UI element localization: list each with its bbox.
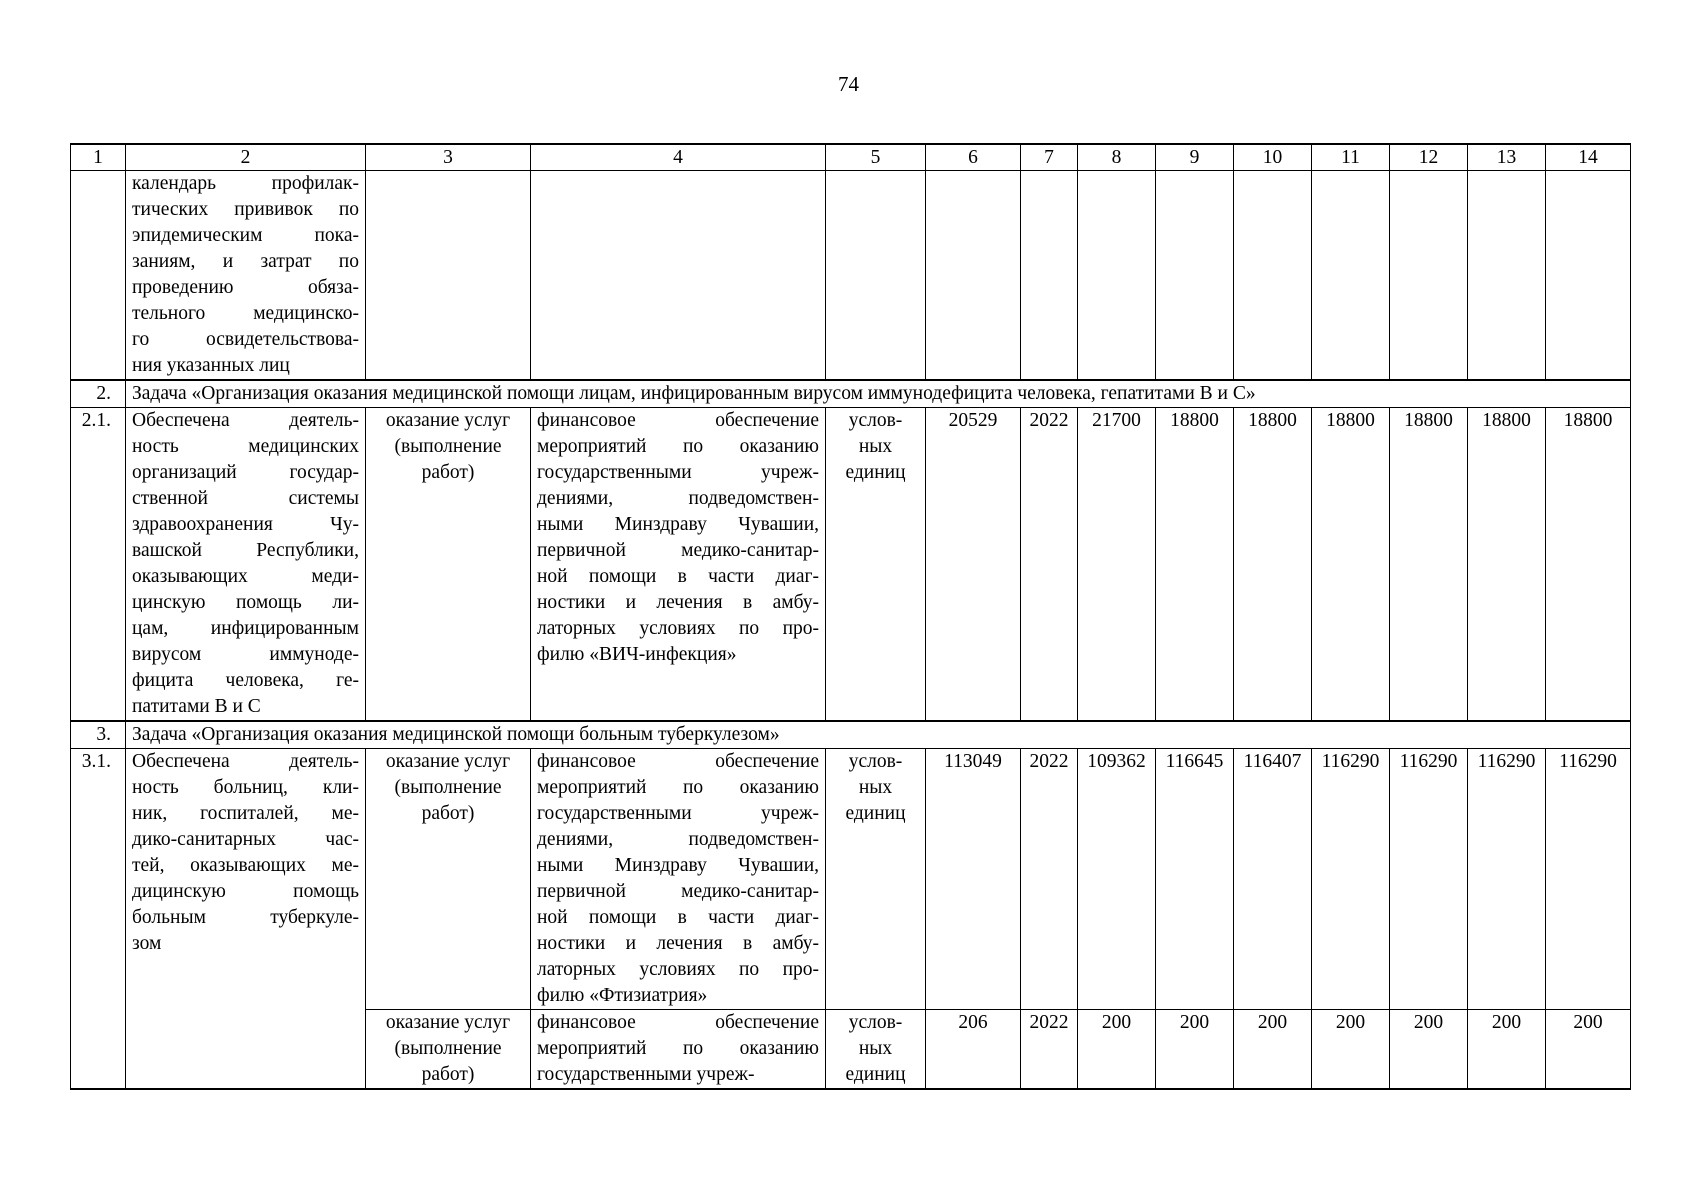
value-cell: 200 (1468, 1010, 1546, 1090)
unit (826, 408, 926, 722)
value-cell: 206 (926, 1010, 1021, 1090)
text-line: вашской Республики, (132, 540, 359, 561)
text-line: ными Минздраву Чувашии, (537, 855, 819, 876)
text-line: мероприятий по оказанию (537, 436, 819, 457)
column-number: 1 (71, 144, 126, 171)
column-number: 2 (126, 144, 366, 171)
text-line: финансовое обеспечение (537, 1012, 819, 1033)
text-line: календарь профилак- (132, 173, 359, 194)
indicator-name (531, 749, 826, 1010)
text-line: ной помощи в части диаг- (537, 907, 819, 928)
text-line: ной помощи в части диаг- (537, 566, 819, 587)
value-cell: 21700 (1078, 408, 1156, 722)
text-line: услов- (848, 751, 903, 772)
text-line: финансовое обеспечение (537, 751, 819, 772)
column-number: 13 (1468, 144, 1546, 171)
column-number: 12 (1390, 144, 1468, 171)
value-cell: 18800 (1390, 408, 1468, 722)
value-cell: 18800 (1468, 408, 1546, 722)
table-row (71, 408, 1631, 722)
row-number: 2.1. (71, 408, 126, 722)
text-line: работ) (421, 462, 475, 483)
text-line: ностики и лечения в амбу- (537, 933, 819, 954)
text-line: ных (858, 777, 893, 798)
value-cell: 200 (1390, 1010, 1468, 1090)
result-description (126, 408, 366, 722)
text-line: (выполнение (394, 1038, 502, 1059)
row-number (71, 171, 126, 381)
value-cell: 116645 (1156, 749, 1234, 1010)
column-number: 3 (366, 144, 531, 171)
text-line: эпидемическим пока- (132, 225, 359, 246)
text-line: финансовое обеспечение (537, 410, 819, 431)
year-cell: 2022 (1021, 408, 1078, 722)
value-cell: 116407 (1234, 749, 1312, 1010)
value-cell: 20529 (926, 408, 1021, 722)
column-number: 6 (926, 144, 1021, 171)
text-line: цам, инфицированным (132, 618, 359, 639)
text-line: единиц (845, 1064, 906, 1085)
text-line: мероприятий по оказанию (537, 777, 819, 798)
text-line: больным туберкуле- (132, 907, 359, 928)
text-line: государственными учреж- (537, 803, 819, 824)
text-line: оказание услуг (385, 410, 511, 431)
text-line: оказывающих меди- (132, 566, 359, 587)
task-row (71, 721, 1631, 749)
text-line: услов- (848, 1012, 903, 1033)
text-line: ность больниц, кли- (132, 777, 359, 798)
text-line: единиц (845, 462, 906, 483)
text-line: дико-санитарных час- (132, 829, 359, 850)
row-number: 3. (71, 721, 126, 749)
text-line: тельного медицинско- (132, 303, 359, 324)
value-cell: 113049 (926, 749, 1021, 1010)
text-line: патитами B и C (132, 696, 261, 717)
task-row (71, 380, 1631, 408)
column-numbers-row (71, 144, 1631, 171)
text-line: первичной медико-санитар- (537, 540, 819, 561)
year-cell: 2022 (1021, 749, 1078, 1010)
unit (826, 749, 926, 1010)
value-cell: 200 (1546, 1010, 1631, 1090)
table-row (71, 749, 1631, 1010)
value-cell: 116290 (1468, 749, 1546, 1010)
result-description (126, 749, 366, 1090)
text-line: мероприятий по оказанию (537, 1038, 819, 1059)
service-type (366, 1010, 531, 1090)
text-line: первичной медико-санитар- (537, 881, 819, 902)
service-type (366, 408, 531, 722)
text-line: фицита человека, ге- (132, 670, 359, 691)
text-line: цинскую помощь ли- (132, 592, 359, 613)
value-cell: 200 (1312, 1010, 1390, 1090)
column-number: 7 (1021, 144, 1078, 171)
text-line: (выполнение (394, 777, 502, 798)
task-title: Задача «Организация оказания медицинской помощи лицам, инфицированным вирусом иммунодефицита человека, гепатитами B и C» (126, 380, 1631, 408)
indicators-table (70, 143, 1631, 1090)
text-line: ными Минздраву Чувашии, (537, 514, 819, 535)
text-line: филю «Фтизиатрия» (537, 985, 708, 1006)
result-description (126, 171, 366, 381)
row-number: 3.1. (71, 749, 126, 1090)
row-number: 2. (71, 380, 126, 408)
text-line: работ) (421, 1064, 475, 1085)
text-line: единиц (845, 803, 906, 824)
text-line: тей, оказывающих ме- (132, 855, 359, 876)
text-line: Обеспечена деятель- (132, 751, 359, 772)
value-cell: 18800 (1234, 408, 1312, 722)
value-cell: 116290 (1312, 749, 1390, 1010)
text-line: латорных условиях по про- (537, 618, 819, 639)
column-number: 10 (1234, 144, 1312, 171)
text-line: дениями, подведомствен- (537, 488, 819, 509)
text-line: дицинскую помощь (132, 881, 359, 902)
value-cell: 18800 (1312, 408, 1390, 722)
text-line: го освидетельствова- (132, 329, 359, 350)
indicator-name (531, 408, 826, 722)
text-line: тических прививок по (132, 199, 359, 220)
column-number: 11 (1312, 144, 1390, 171)
text-line: государственными учреж- (537, 1064, 755, 1085)
value-cell: 116290 (1546, 749, 1631, 1010)
service-type (366, 749, 531, 1010)
text-line: ностики и лечения в амбу- (537, 592, 819, 613)
text-line: (выполнение (394, 436, 502, 457)
indicator-name (531, 1010, 826, 1090)
text-line: ность медицинских (132, 436, 359, 457)
text-line: ных (858, 436, 893, 457)
column-number: 8 (1078, 144, 1156, 171)
task-title: Задача «Организация оказания медицинской помощи больным туберкулезом» (126, 721, 1631, 749)
text-line: заниям, и затрат по (132, 251, 359, 272)
text-line: ник, госпиталей, ме- (132, 803, 359, 824)
text-line: филю «ВИЧ-инфекция» (537, 644, 737, 665)
text-line: Обеспечена деятель- (132, 410, 359, 431)
value-cell: 200 (1078, 1010, 1156, 1090)
text-line: ных (858, 1038, 893, 1059)
text-line: латорных условиях по про- (537, 959, 819, 980)
text-line: здравоохранения Чу- (132, 514, 359, 535)
value-cell: 109362 (1078, 749, 1156, 1010)
text-line: ния указанных лиц (132, 355, 290, 376)
year-cell: 2022 (1021, 1010, 1078, 1090)
column-number: 4 (531, 144, 826, 171)
unit (826, 1010, 926, 1090)
text-line: проведению обяза- (132, 277, 359, 298)
text-line: ственной системы (132, 488, 359, 509)
column-number: 9 (1156, 144, 1234, 171)
text-line: оказание услуг (385, 1012, 511, 1033)
text-line: работ) (421, 803, 475, 824)
value-cell: 18800 (1546, 408, 1631, 722)
value-cell: 18800 (1156, 408, 1234, 722)
column-number: 14 (1546, 144, 1631, 171)
page-number: 74 (838, 72, 859, 96)
text-line: оказание услуг (385, 751, 511, 772)
text-line: дениями, подведомствен- (537, 829, 819, 850)
text-line: зом (132, 933, 162, 954)
value-cell: 200 (1156, 1010, 1234, 1090)
value-cell: 116290 (1390, 749, 1468, 1010)
text-line: вирусом иммуноде- (132, 644, 359, 665)
table-row (71, 171, 1631, 381)
value-cell: 200 (1234, 1010, 1312, 1090)
text-line: государственными учреж- (537, 462, 819, 483)
text-line: организаций государ- (132, 462, 359, 483)
text-line: услов- (848, 410, 903, 431)
column-number: 5 (826, 144, 926, 171)
